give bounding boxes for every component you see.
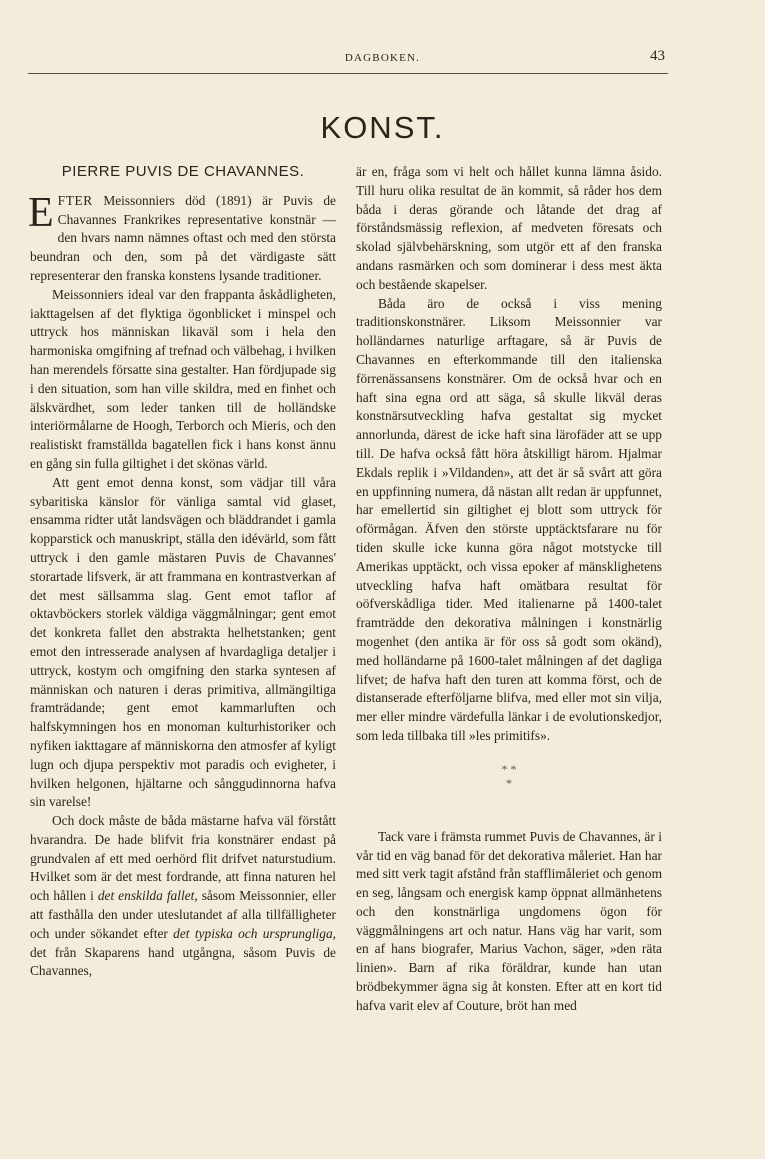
paragraph-5: Båda äro de också i viss mening traditionskonstnärer. Liksom Meissonnier var holländarnes naturlige arftagare, så är Puvis de Chavannes en efterkommande till den italienska förrenässansens konstnärer. Om de också hvar och en haft sina egna ord att säga, så skulle likväl deras konstnärsutveckling hafva gestaltat sig mycket annorlunda, därest de icke haft sina lärofäder att se upp till. De hafva också fått höra åtskilligt härom. Hjalmar Ekdals replik i »Vildanden», att det är så svårt att göra en uppfinning numera, då nästan allt redan är uppfunnet, har emellertid sin giltighet ej blott som uttryck för oförmågan. Äfven den störste upptäcktsfarare nu för tiden skulle icke kunna göra något motstycke till Amerikas upptäckt, och vissa epoker af mänsklighetens utveckling hafva haft omätbara resultat för oöfverskådliga tider. Med italienarne på 1400-talet framträdde den dekorativa målningen i konstnärlig mogenhet (den antika är för oss så godt som okänd), med holländarne på 1600-talet målningen af det dagliga lifvet; de hafva haft den turen att komma först, och de distanserade efterföljarne blifva, med eller mot sin vilja, mer eller mindre värdefulla länkar i de evolutionskedjor, som leda tillbaka till »les primitifs». bbox=[356, 295, 662, 743]
asterism-divider bbox=[356, 762, 662, 790]
asterism-top: * * bbox=[501, 761, 517, 776]
article-title: PIERRE PUVIS DE CHAVANNES. bbox=[61, 163, 305, 180]
first-word: FTER bbox=[57, 192, 93, 208]
paragraph-4 bbox=[30, 812, 336, 981]
paragraph-3: Att gent emot denna konst, som vädjar till våra sybaritiska känslor för vänliga samtal vid glaset, ensamma ridter utåt landsvägen och bläddrandet i gamla kopparstick och manuskript, ställa den idévärld, som fått uttryck i den gamle mästaren Puvis de Chavannes' storartade lifsverk, är att frammana en kontrastverkan af det mest sällsamma slag. Gent emot taflor af oktavböckers storlek väldiga väggmålningar; gent emot det konkreta fallet den abstrakta helhetstanken; gent emot den intresserade analysen af hvardagliga detaljer i uttryck, kostym och omgifning den starka syntesen af människan och naturen i deras primitiva, allmängiltiga framträdande; gent emot kammarluften och halfskymningen hos en monoman kulturhistoriker och nyfiken iakttagare af människorna den atmosfer af kyligt lugn och djupa perspektiv mot paradis och evigheter, i hvilken helgonen, hjältarne och sånggudinnorna hafva sin varelse! bbox=[30, 474, 336, 810]
paragraph-4-text-b: , såsom Meissonnier, eller att fasthålla den under uteslutandet af alla tillfälligheter och under sökandet efter bbox=[30, 888, 336, 941]
running-title: DAGBOKEN. bbox=[344, 52, 421, 64]
page-number: 43 bbox=[650, 48, 665, 64]
paragraph-4-text-a: Och dock måste de båda mästarne hafva väl förstått hvarandra. De hade blifvit fria konstnärer endast på grundvalen af ett med oerhörd flit drifvet naturstudium. Hvilket som är det mest fordrande, att finna naturen hel och hållen i bbox=[30, 813, 336, 904]
right-column bbox=[356, 163, 662, 1016]
header-rule bbox=[28, 73, 668, 74]
drop-cap: E bbox=[28, 189, 54, 236]
paragraph-4-emphasis-1: det enskilda fallet bbox=[97, 888, 195, 904]
running-head bbox=[0, 50, 765, 70]
section-title: KONST. bbox=[320, 110, 445, 145]
paragraph-4-emphasis-2: det typiska och ursprungliga bbox=[173, 925, 333, 941]
paragraph-continued: är en, fråga som vi helt och hållet kunna lämna åsido. Till huru olika resultat de än kommit, så råder hos dem båda i deras görande och låtande det drag af förståndsmässig reflexion, af medveten föresats och skolad självbehärskning, som utgör ett af den franska andans rasmärken och som dominerar i dess mest äkta och bestående skapelser. bbox=[356, 164, 662, 292]
paragraph-6: Tack vare i främsta rummet Puvis de Chavannes, är i vår tid en väg banad för det dekorativa måleriet. Han har med sitt verk tagit afstånd från stafflimåleriet och genom en seg, långsam och energisk kamp öppnat allmänhetens och den konstnärliga ungdomens ögon för väggmålningens art och natur. Hans väg har varit, som en af hans biografer, Marius Vachon, säger, »den räta linien». Barn af rika föräldrar, kunde han utan brödbekymmer ägna sig åt konsten. Efter att en kort tid hafva varit elev af Couture, bröt han med bbox=[356, 828, 662, 1013]
left-column bbox=[30, 163, 336, 981]
paragraph-4-text-c: , det från Skaparens hand utgångna, såsom Puvis de Chavannes, bbox=[30, 925, 337, 979]
asterism-bottom: * bbox=[506, 775, 512, 790]
paragraph-2: Meissonniers ideal var den frappanta åskådligheten, iakttagelsen af det flyktiga ögonblicket i minspel och uttryck hos människan likaväl som i hela den harmoniska omgifning af trefnad och välbehag, i hvilken han merendels försatte sina gestalter. Han fördjupade sig i den situation, som han ville skildra, med en finhet och älskvärdhet, som leder tanken till de holländske interiörmålarne de Hoogh, Terborch och Mieris, och den realistiskt framställda bagatellen fick i hans konst ännu en gång sin fulla giltighet i det skönas värld. bbox=[30, 286, 336, 471]
paragraph-1-text: Meissonniers död (1891) är Puvis de Chavannes Frankrikes representative konstnär — den hvars namn nämnes oftast och med den största beundran och den, som på det värdigaste sätt representerar den franska konstens lysande traditioner. bbox=[30, 192, 336, 283]
paragraph-1 bbox=[28, 189, 336, 286]
